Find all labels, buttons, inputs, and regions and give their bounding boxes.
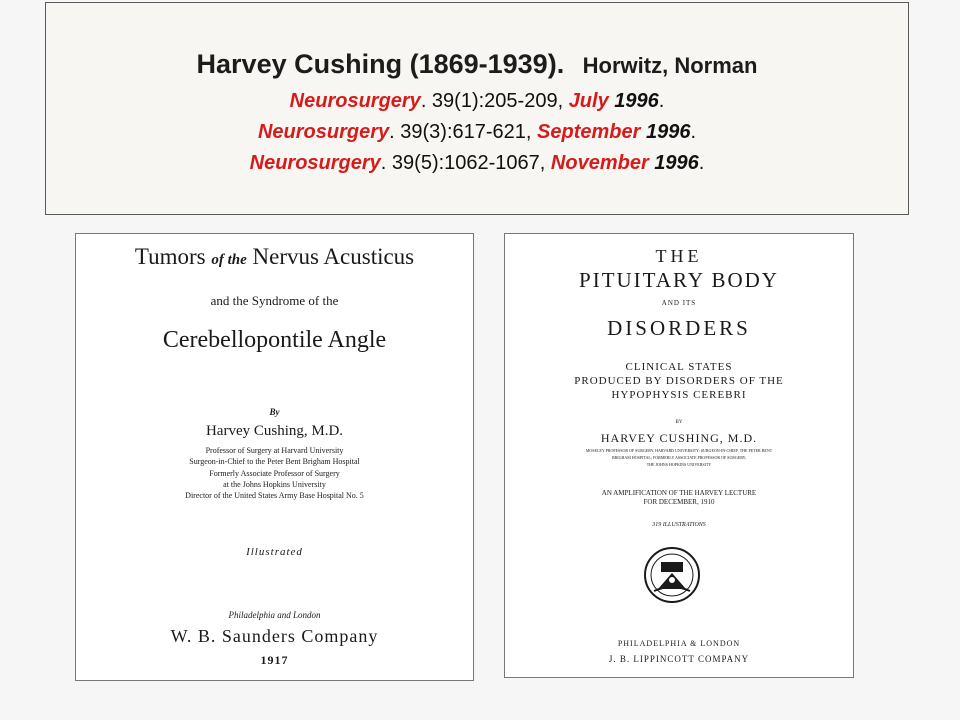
by-label: BY <box>675 420 683 425</box>
book-title-page-tumors <box>75 233 474 681</box>
subtitle-line: CLINICAL STATES <box>625 361 733 373</box>
book-subtitle-angle: Cerebellopontile Angle <box>162 327 387 353</box>
title-the: THE <box>655 246 703 266</box>
ref-year: 1996 <box>645 121 691 143</box>
title-part-b: Nervus Acusticus <box>252 244 415 269</box>
citation-ref-1 <box>46 90 908 113</box>
citation-author: Horwitz, Norman <box>582 53 758 78</box>
ref-year: 1996 <box>654 152 699 174</box>
book-author: Harvey Cushing, M.D. <box>205 423 344 439</box>
ref-month: September <box>537 121 641 143</box>
subtitle-line: HYPOPHYSIS CEREBRI <box>611 389 747 401</box>
citation-ref-2 <box>46 121 908 144</box>
title-part-a: Tumors <box>134 244 206 269</box>
book-title <box>76 244 473 270</box>
publisher-seal-icon <box>644 547 700 603</box>
author-credential: MOSELEY PROFESSOR OF SURGERY, HARVARD UNIVERSITY; SURGEON-IN-CHIEF, THE PETER BENT <box>585 448 773 453</box>
ref-journal: Neurosurgery <box>249 152 381 174</box>
by-label: By <box>269 407 280 417</box>
amplification-line: FOR DECEMBER, 1910 <box>643 498 715 506</box>
publisher-name: W. B. Saunders Company <box>170 626 379 646</box>
publisher-place: Philadelphia and London <box>228 610 321 620</box>
title-and-its: AND ITS <box>661 299 697 307</box>
ref-end: . <box>698 152 705 174</box>
ref-end: . <box>690 121 697 143</box>
ref-detail: . 39(1):205-209, <box>420 90 569 112</box>
ref-end: . <box>658 90 665 112</box>
amplification-line: AN AMPLIFICATION OF THE HARVEY LECTURE <box>601 489 757 497</box>
ref-journal: Neurosurgery <box>257 121 390 143</box>
book-title-page-pituitary <box>504 233 854 678</box>
ref-detail: . 39(5):1062-1067, <box>380 152 551 174</box>
publication-year: 1917 <box>260 653 289 667</box>
publisher-name: J. B. LIPPINCOTT COMPANY <box>608 654 750 664</box>
book-title-disorders: DISORDERS <box>607 316 751 340</box>
author-credential: Formerly Associate Professor of Surgery <box>209 469 340 478</box>
ref-year: 1996 <box>614 90 659 112</box>
author-credential: BRIGHAM HOSPITAL; FORMERLY ASSOCIATE PROFESSOR OF SURGERY, <box>611 455 747 460</box>
ref-month: November <box>550 152 649 174</box>
publisher-place: PHILADELPHIA & LONDON <box>617 639 741 648</box>
citation-box <box>45 2 909 215</box>
book-title: PITUITARY BODY <box>579 268 779 292</box>
author-credential: THE JOHNS HOPKINS UNIVERSITY <box>646 462 712 467</box>
ref-month: July <box>568 90 609 112</box>
author-credential: at the Johns Hopkins University <box>223 480 326 489</box>
author-credential: Director of the United States Army Base Hospital No. 5 <box>185 491 364 500</box>
author-credential: Professor of Surgery at Harvard University <box>205 446 344 455</box>
book-author: HARVEY CUSHING, M.D. <box>600 431 758 445</box>
title-part-of: of the <box>211 252 247 268</box>
citation-title-line <box>46 49 908 80</box>
illustrated-label: Illustrated <box>246 546 303 558</box>
ref-journal: Neurosurgery <box>289 90 421 112</box>
author-credential: Surgeon-in-Chief to the Peter Bent Brigham Hospital <box>189 457 360 466</box>
ref-detail: . 39(3):617-621, <box>389 121 538 143</box>
citation-title: Harvey Cushing (1869-1939). <box>196 49 565 79</box>
subtitle-line: PRODUCED BY DISORDERS OF THE <box>574 375 784 387</box>
citation-ref-3 <box>46 152 908 175</box>
illustrations-count: 319 ILLUSTRATIONS <box>652 522 706 528</box>
book-subtitle: and the Syndrome of the <box>210 293 339 308</box>
